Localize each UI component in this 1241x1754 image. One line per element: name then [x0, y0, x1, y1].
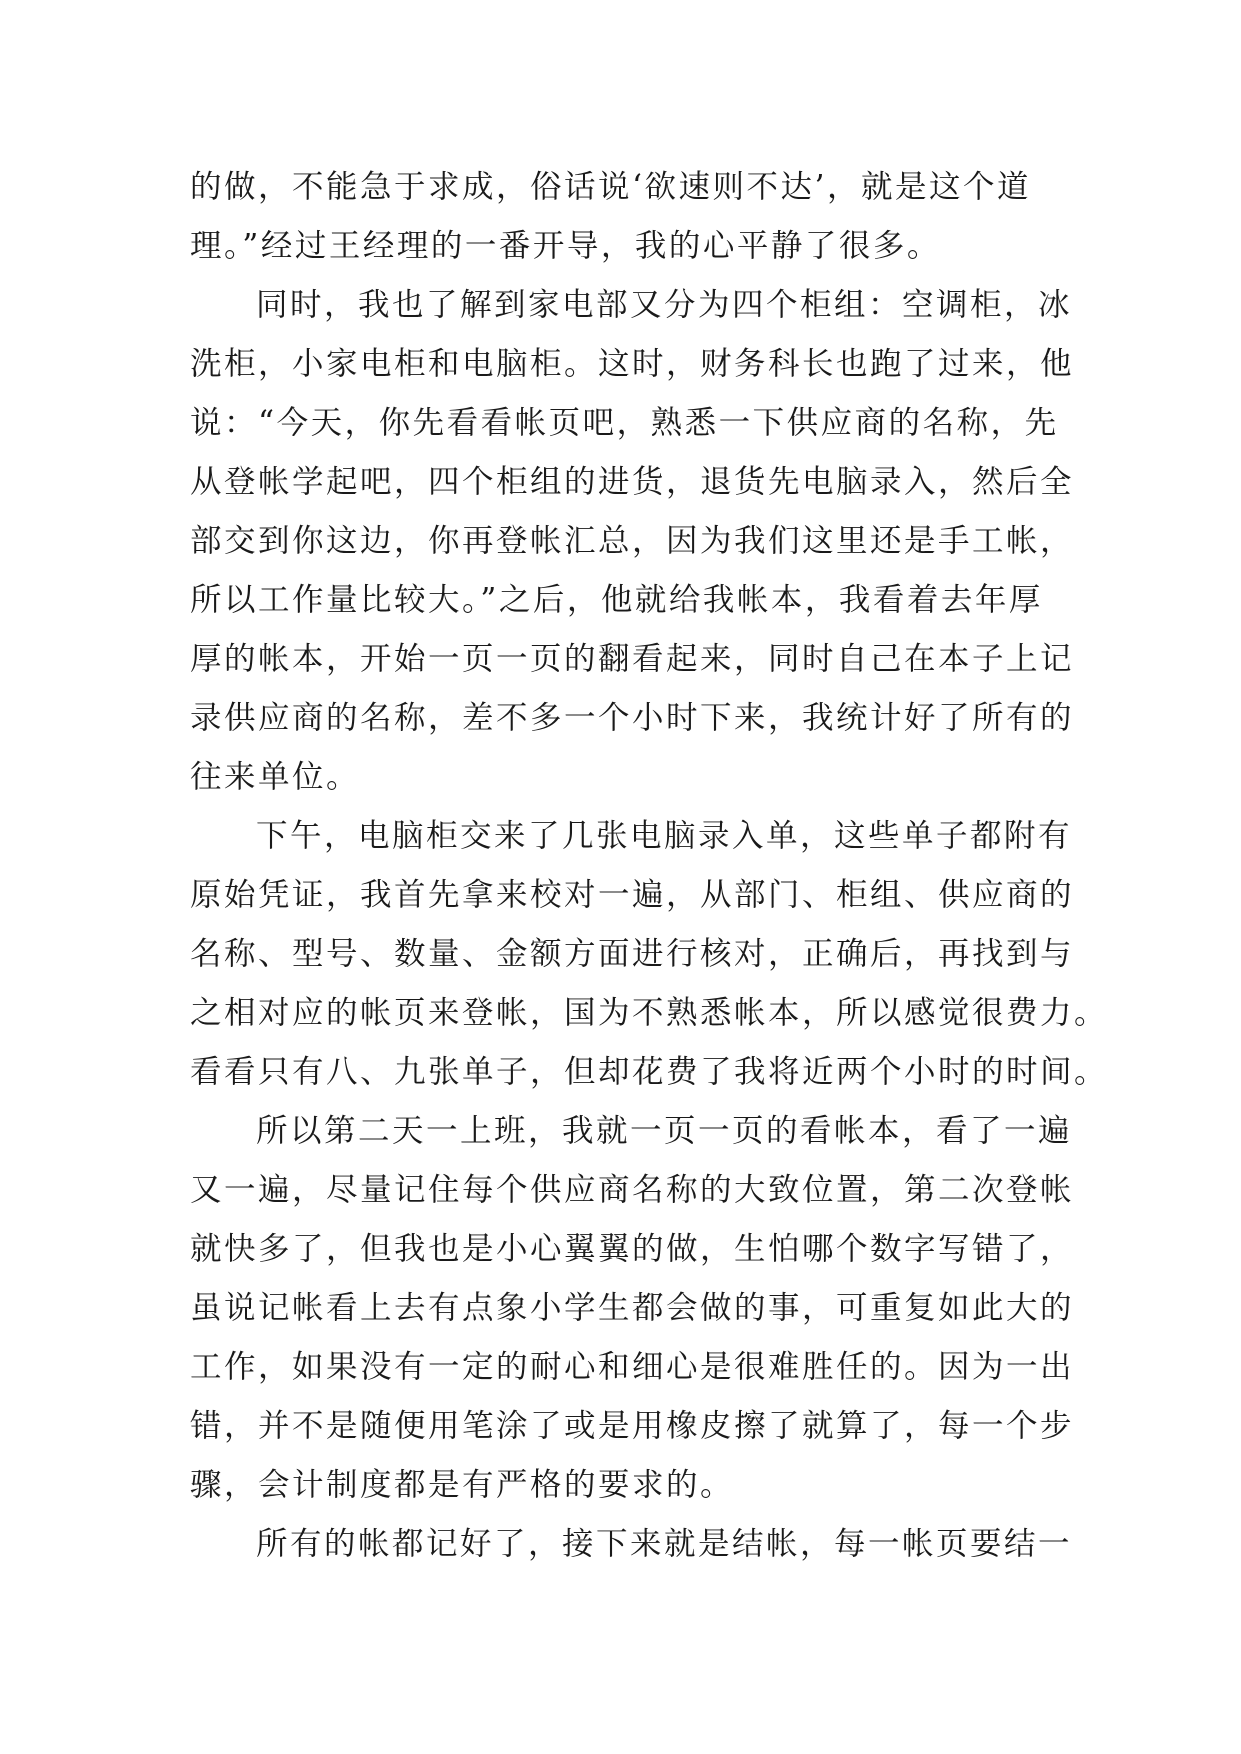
text-line: 部交到你这边，你再登帐汇总，因为我们这里还是手工帐， — [190, 523, 1075, 559]
document-body — [190, 158, 1109, 1574]
paragraph-start-line: 所以第二天一上班，我就一页一页的看帐本，看了一遍 — [256, 1113, 1073, 1149]
text-line: 的做，不能急于求成，俗话说‘欲速则不达’，就是这个道 — [190, 169, 1032, 205]
text-line: 理。”经过王经理的一番开导，我的心平静了很多。 — [190, 228, 941, 264]
text-line: 工作，如果没有一定的耐心和细心是很难胜任的。因为一出 — [190, 1349, 1075, 1385]
paragraph-start-line: 下午，电脑柜交来了几张电脑录入单，这些单子都附有 — [256, 818, 1073, 854]
text-line: 说：“今天，你先看看帐页吧，熟悉一下供应商的名称，先 — [190, 405, 1059, 441]
text-line: 所以工作量比较大。”之后，他就给我帐本，我看着去年厚 — [190, 582, 1043, 618]
text-line: 骤，会计制度都是有严格的要求的。 — [190, 1467, 735, 1503]
text-line: 名称、型号、数量、金额方面进行核对，正确后，再找到与 — [190, 936, 1075, 972]
text-line: 虽说记帐看上去有点象小学生都会做的事，可重复如此大的 — [190, 1290, 1075, 1326]
text-line: 看看只有八、九张单子，但却花费了我将近两个小时的时间。 — [190, 1054, 1109, 1090]
text-line: 之相对应的帐页来登帐，国为不熟悉帐本，所以感觉很费力。 — [190, 995, 1109, 1031]
paragraph-start-line: 所有的帐都记好了，接下来就是结帐，每一帐页要结一 — [256, 1526, 1073, 1562]
text-line: 洗柜，小家电柜和电脑柜。这时，财务科长也跑了过来，他 — [190, 346, 1075, 382]
text-line: 就快多了，但我也是小心翼翼的做，生怕哪个数字写错了， — [190, 1231, 1075, 1267]
text-line: 从登帐学起吧，四个柜组的进货，退货先电脑录入，然后全 — [190, 464, 1075, 500]
text-line: 往来单位。 — [190, 759, 361, 795]
text-line: 错，并不是随便用笔涂了或是用橡皮擦了就算了，每一个步 — [190, 1408, 1075, 1444]
text-line: 录供应商的名称，差不多一个小时下来，我统计好了所有的 — [190, 700, 1075, 736]
text-line: 厚的帐本，开始一页一页的翻看起来，同时自己在本子上记 — [190, 641, 1075, 677]
paragraph-start-line: 同时，我也了解到家电部又分为四个柜组：空调柜，冰 — [256, 287, 1073, 323]
text-line: 原始凭证，我首先拿来校对一遍，从部门、柜组、供应商的 — [190, 877, 1075, 913]
text-line: 又一遍，尽量记住每个供应商名称的大致位置，第二次登帐 — [190, 1172, 1075, 1208]
